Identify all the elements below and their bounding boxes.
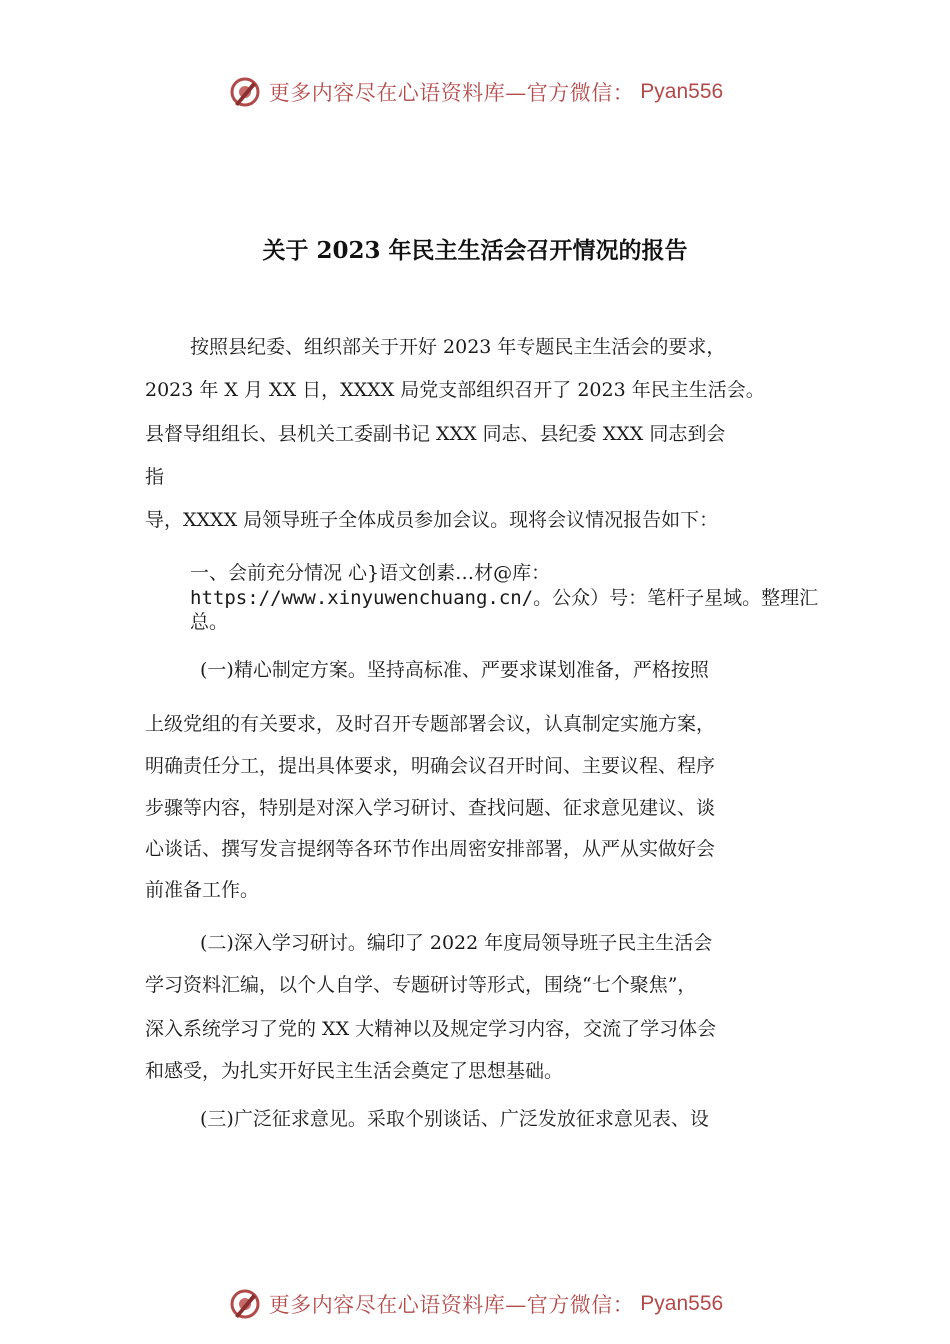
paragraph-line: 心谈话、撰写发言提纲等各环节作出周密安排部署，从严从实做好会 [145,838,716,860]
subsection-heading: (一)精心制定方案。坚持高标准、严要求谋划准备，严格按照 [200,659,709,681]
paragraph-line: 2023 年 X 月 XX 日，XXXX 局党支部组织召开了 2023 年民主生活会。 [145,379,765,401]
document-title: 关于 2023 年民主生活会召开情况的报告 [262,237,688,264]
banner-handle: Pyan556 [640,1292,724,1315]
paragraph-line: 步骤等内容，特别是对深入学习研讨、查找问题、征求意见建议、谈 [145,797,716,819]
pen-logo-icon [227,74,263,110]
header-banner [0,70,950,114]
paragraph-line: 明确责任分工，提出具体要求，明确会议召开时间、主要议程、程序 [145,755,716,777]
banner-handle: Pyan556 [640,80,724,103]
paragraph-line: 学习资料汇编，以个人自学、专题研讨等形式，围绕“七个聚焦”， [145,974,697,996]
footer-banner [0,1282,950,1326]
subsection-heading: (三)广泛征求意见。采取个别谈话、广泛发放征求意见表、设 [200,1108,709,1130]
paragraph-line: 和感受，为扎实开好民主生活会奠定了思想基础。 [145,1060,564,1082]
paragraph-line: 按照县纪委、组织部关于开好 2023 年专题民主生活会的要求， [190,336,726,358]
paragraph-line: 指 [145,466,165,488]
source-link-line: https://www.xinyuwenchuang.cn/。公众）号：笔杆子星域。整理汇 [190,587,819,609]
paragraph-line: 县督导组组长、县机关工委副书记 XXX 同志、县纪委 XXX 同志到会 [145,423,726,445]
subsection-heading: (二)深入学习研讨。编印了 2022 年度局领导班子民主生活会 [200,932,713,954]
banner-text: 更多内容尽在心语资料库—官方微信： [268,1293,635,1317]
banner-text: 更多内容尽在心语资料库—官方微信： [268,81,635,105]
paragraph-line: 前准备工作。 [145,879,260,901]
paragraph-line: 上级党组的有关要求，及时召开专题部署会议，认真制定实施方案， [145,713,716,735]
paragraph-line: 总。 [190,611,229,633]
pen-logo-icon [227,1286,263,1322]
paragraph-line: 导，XXXX 局领导班子全体成员参加会议。现将会议情况报告如下： [145,509,719,531]
paragraph-line: 深入系统学习了党的 XX 大精神以及规定学习内容，交流了学习体会 [145,1018,717,1040]
section-heading: 一、会前充分情况 心}语文创素…材@库： [190,562,551,584]
